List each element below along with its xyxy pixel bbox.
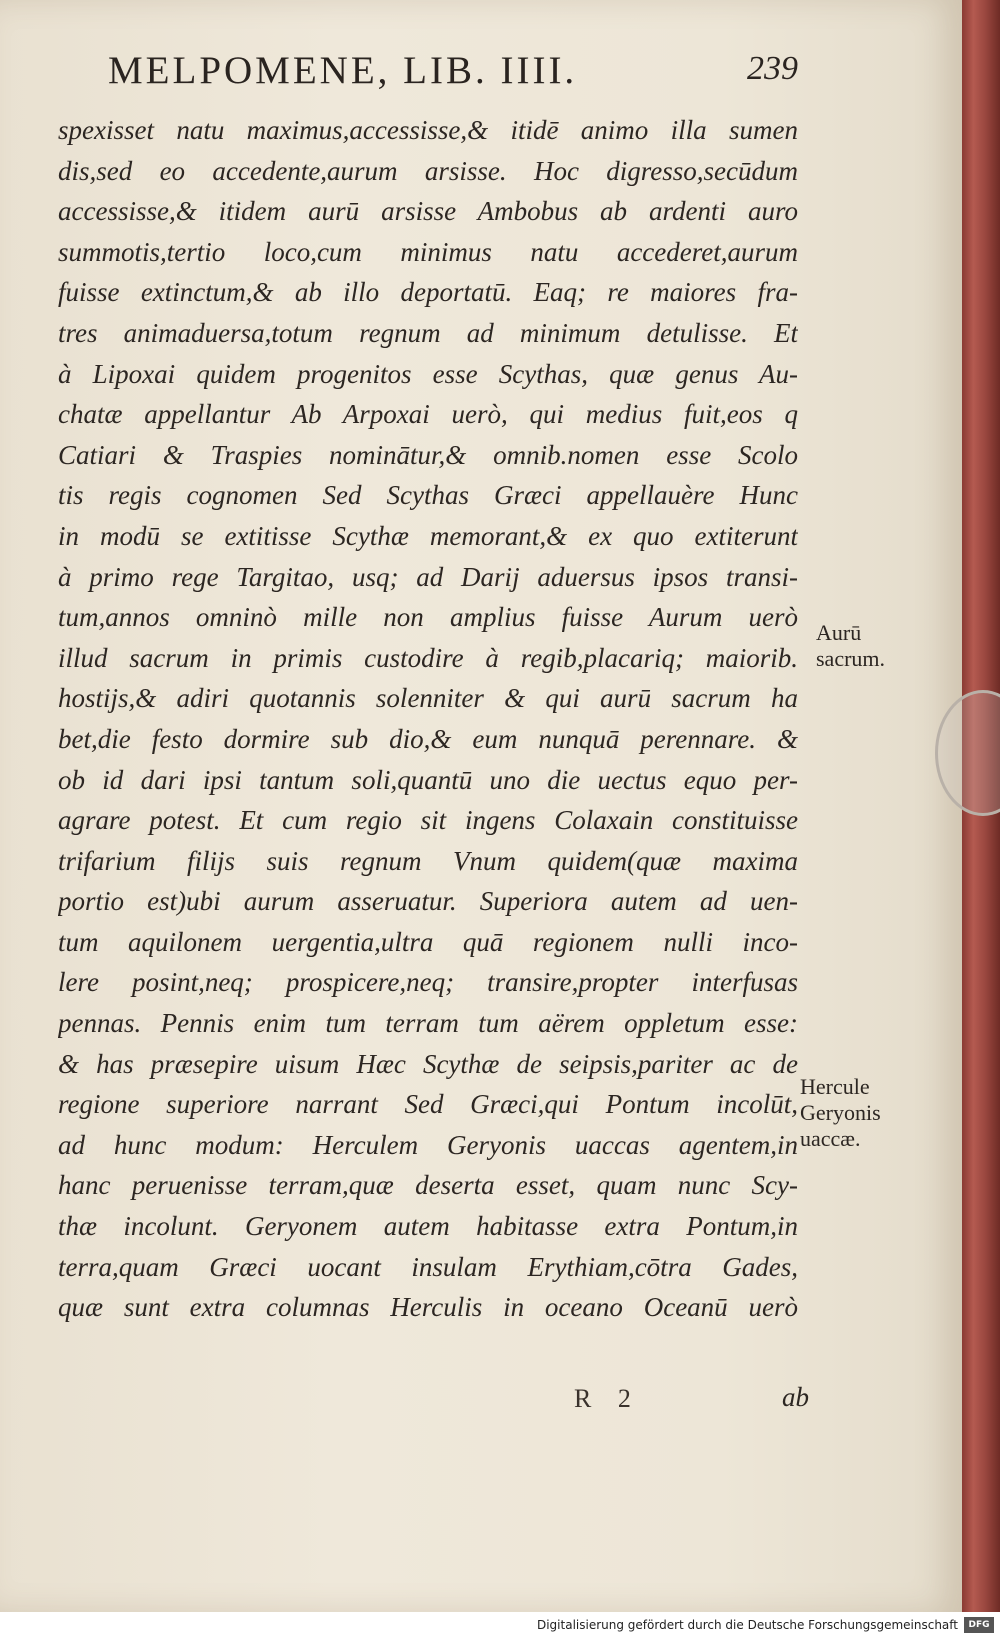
text-line: ad hunc modum: Herculem Geryonis uaccas agentem,in [58,1129,798,1160]
marginal-line: sacrum. [816,646,886,671]
digitization-footer [0,1612,1000,1640]
text-line: fuisse extinctum,& ab illo deportatū. Eaq; re maiores fra- [58,277,798,308]
folio-number: 239 [747,50,798,87]
text-line: trifarium filijs suis regnum Vnum quidem(quæ maxima [58,845,798,876]
text-line: Catiari & Traspies nominātur,& omnib.nomen esse Scolo [58,439,798,470]
text-line: hanc peruenisse terram,quæ deserta esset, quam nunc Scy- [58,1170,798,1201]
marginal-note-hercules [800,1074,881,1152]
text-line: agrare potest. Et cum regio sit ingens Colaxain constituisse [58,805,798,836]
funding-credit: Digitalisierung gefördert durch die Deutsche Forschungsgemeinschaft [536,1618,958,1632]
marginal-line: Aurū [816,620,862,645]
text-line: à Lipoxai quidem progenitos esse Scythas, quæ genus Au- [58,358,798,389]
text-line: tis regis cognomen Sed Scythas Græci appellauère Hunc [58,480,798,511]
text-line: à primo rege Targitao, usq; ad Darij aduersus ipsos transi- [58,561,798,592]
text-line: terra,quam Græci uocant insulam Erythiam,cōtra Gades, [58,1251,798,1282]
running-head [108,48,798,102]
catchword: ab [782,1382,809,1412]
text-line: hostijs,& adiri quotannis solenniter & qui aurū sacrum ha [58,683,798,714]
text-line: portio est)ubi aurum asseruatur. Superiora autem ad uen- [58,886,798,917]
text-line: thæ incolunt. Geryonem autem habitasse extra Pontum,in [58,1211,798,1242]
text-line: in modū se extitisse Scythæ memorant,& ex quo extiterunt [58,520,798,551]
running-head-title: MELPOMENE, LIB. IIII. [108,49,578,92]
marginal-line: Geryonis [800,1100,881,1125]
text-line: bet,die festo dormire sub dio,& eum nunquā perennare. & [58,723,798,754]
text-line: quæ sunt extra columnas Herculis in oceano Oceanū uerò [58,1292,798,1323]
text-line: tum,annos omninò mille non amplius fuisse Aurum uerò [58,602,798,633]
text-line: dis,sed eo accedente,aurum arsisse. Hoc digresso,secūdum [58,155,798,186]
text-line: illud sacrum in primis custodire à regib,placariq; maiorib. [58,642,798,673]
text-line: lere posint,neq; prospicere,neq; transire,propter interfusas [58,967,798,998]
text-line: & has præsepire uisum Hæc Scythæ de seipsis,pariter ac de [58,1048,798,1079]
text-line: spexisset natu maximus,accessisse,& itidē animo illa sumen [58,115,798,145]
dfg-logo-icon: DFG [964,1617,994,1633]
marginal-line: Hercule [800,1074,870,1099]
text-line: chatæ appellantur Ab Arpoxai uerò, qui medius fuit,eos q [58,399,798,430]
text-line: tum aquilonem uergentia,ultra quā regionem nulli inco- [58,926,798,957]
text-line: regione superiore narrant Sed Græci,qui Pontum incolūt, [58,1089,798,1120]
marginal-line: uaccæ. [800,1126,861,1151]
body-text [58,110,798,1328]
signature-mark: R 2 [574,1384,641,1413]
text-line: accessisse,& itidem aurū arsisse Ambobus ab ardenti auro [58,196,798,227]
text-line: ob id dari ipsi tantum soli,quantū uno die uectus equo per- [58,764,798,795]
marginal-note-aurum-sacrum [816,620,885,672]
text-line: tres animaduersa,totum regnum ad minimum detulisse. Et [58,317,798,348]
text-line: pennas. Pennis enim tum terram tum aërem oppletum esse: [58,1008,798,1039]
text-line: summotis,tertio loco,cum minimus natu accederet,aurum [58,236,798,267]
